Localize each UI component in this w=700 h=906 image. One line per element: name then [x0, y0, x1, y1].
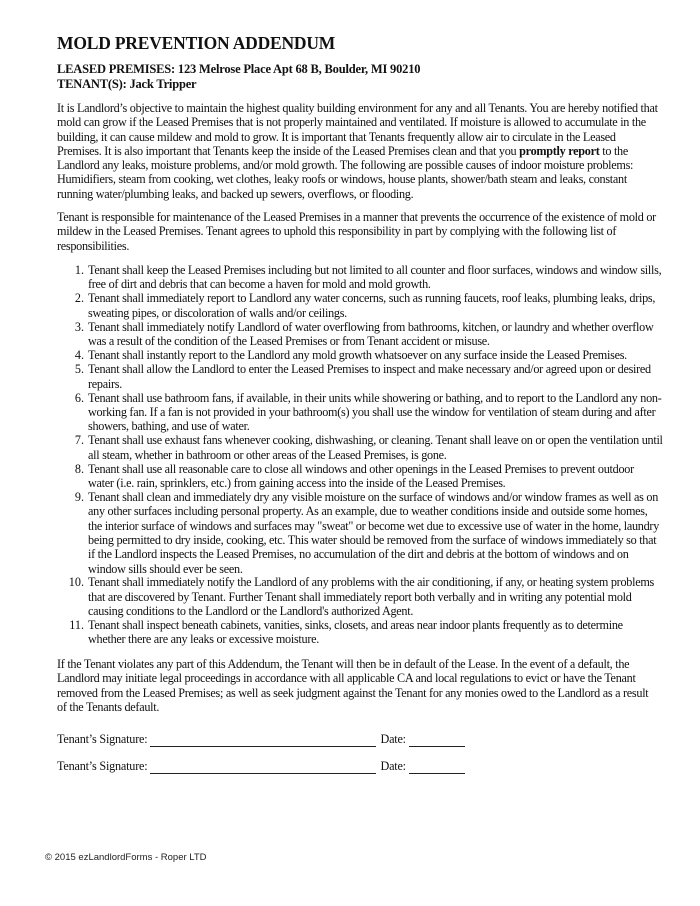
intro-line: running water/plumbing leaks, and backed up sewers, overflows, or flooding.	[57, 186, 414, 201]
list-item-line: window sills should ever be seen.	[88, 561, 243, 576]
date-label: Date:	[380, 759, 406, 773]
intro-paragraph	[57, 101, 658, 201]
list-item-line: being permitted to dry inside, cooking, etc. This water should be removed from the surface of windows immediately so that	[88, 533, 657, 548]
signature-field[interactable]	[150, 735, 376, 747]
list-item-line: the interior surface of windows and surfaces may "sweat" or become wet due to excessive use of water in the home, laundry	[88, 518, 660, 533]
list-item-line: Tenant shall clean and immediately dry any visible moisture on the surface of windows and/or window frames as well as on	[88, 490, 659, 505]
list-item-line: all steam, whether in bathroom or other areas of the Leased Premises, is gone.	[88, 447, 447, 462]
list-item-line: Tenant shall instantly report to the Landlord any mold growth whatsoever on any surface inside the Leased Premises.	[88, 348, 627, 363]
list-item-number: 4.	[74, 348, 84, 363]
responsibility-line: responsibilities.	[57, 238, 130, 253]
list-item-line: if the Landlord inspects the Leased Premises, no accumulation of the dirt and debris at the bottom of windows and on	[88, 547, 629, 562]
intro-line: building, it can cause mildew and mold to grow. It is important that Tenants frequently allow air to circulate in the Leased	[57, 129, 616, 144]
list-item-text	[88, 575, 654, 618]
list-item-number: 7.	[74, 433, 84, 448]
responsibility-line: mildew in the Leased Premises. Tenant agrees to uphold this responsibility in part by complying with the following list of	[57, 224, 617, 239]
intro-line-tail: to the	[599, 143, 628, 158]
list-item-text	[88, 362, 651, 391]
signature-row	[57, 732, 469, 747]
signature-label: Tenant’s Signature:	[57, 759, 148, 773]
signature-row	[57, 759, 469, 774]
date-field[interactable]	[409, 762, 465, 774]
default-line: of the Tenants default.	[57, 699, 160, 714]
list-item-number: 10.	[68, 575, 84, 590]
list-item-number: 11.	[69, 618, 84, 632]
signature-field[interactable]	[150, 762, 376, 774]
list-item-line: Tenant shall use bathroom fans, if available, in their units while showering or bathing, and to report to the Landlord any non-	[88, 390, 662, 405]
list-item-line: that are discovered by Tenant. Further Tenant shall immediately report both verbally and in writing any potential mold	[88, 589, 632, 604]
list-item-number: 5.	[74, 362, 84, 377]
list-item-line: whether there are any leaks or excessive moisture.	[88, 632, 319, 647]
list-item-line: any other surfaces including personal property. As an example, due to weather conditions inside and outside some homes,	[88, 504, 648, 519]
list-item-line: sweating pipes, or discoloration of walls and/or ceilings.	[88, 305, 347, 320]
list-item-text	[88, 348, 627, 362]
list-item-text	[88, 291, 655, 320]
list-item-line: Tenant shall immediately notify the Landlord of any problems with the air conditioning, if any, or heating system problems	[88, 575, 654, 590]
list-item-line: causing conditions to the Landlord or the Landlord's authorized Agent.	[88, 603, 414, 618]
list-item-line: Tenant shall inspect beneath cabinets, vanities, sinks, closets, and areas near indoor plants frequently as to determine	[88, 618, 623, 632]
responsibility-line: Tenant is responsible for maintenance of the Leased Premises in a manner that prevents the occurrence of the existence of mold or	[57, 210, 656, 224]
list-item-line: Tenant shall use exhaust fans whenever cooking, dishwashing, or cleaning. Tenant shall leave on or open the ventilation until	[88, 433, 663, 448]
list-item-line: repairs.	[88, 376, 122, 391]
responsibility-paragraph	[57, 210, 656, 253]
list-item-number: 2.	[74, 291, 84, 306]
intro-line-text: Premises. It is also important that Tenants keep the inside of the Leased Premises clean and that you	[57, 143, 517, 158]
list-item-text	[88, 618, 623, 647]
promptly-report-emphasis: promptly report	[519, 143, 600, 158]
list-item-line: free of dirt and debris that can become a haven for mold and mold growth.	[88, 277, 431, 292]
list-item-text	[88, 462, 634, 491]
default-line: If the Tenant violates any part of this Addendum, the Tenant will then be in default of the Lease. In the event of a default, the	[57, 657, 630, 671]
list-item-line: Tenant shall keep the Leased Premises including but not limited to all counter and floor surfaces, windows and window sills,	[88, 263, 662, 277]
intro-line: It is Landlord’s objective to maintain the highest quality building environment for any and all Tenants. You are hereby notified that	[57, 101, 658, 115]
copyright-footer: © 2015 ezLandlordForms - Roper LTD	[45, 852, 207, 863]
list-item-number: 8.	[74, 461, 84, 476]
list-item-text	[88, 433, 663, 462]
document-title: MOLD PREVENTION ADDENDUM	[57, 33, 336, 53]
default-paragraph	[57, 657, 648, 714]
list-item-text	[88, 263, 661, 292]
date-label: Date:	[380, 732, 406, 746]
list-item-line: Tenant shall use all reasonable care to close all windows and other openings in the Leased Premises to prevent outdoor	[88, 461, 634, 476]
list-item-line: Tenant shall immediately report to Landlord any water concerns, such as running faucets, roof leaks, plumbing leaks, drips,	[88, 291, 656, 306]
intro-line: mold can grow if the Leased Premises that is not properly maintained and ventilated. If moisture is allowed to accumulate in the	[57, 115, 646, 130]
date-field[interactable]	[409, 735, 465, 747]
tenants: TENANT(S): Jack Tripper	[57, 76, 197, 91]
list-item-line: water (i.e. rain, sprinklers, etc.) from gaining access into the inside of the Leased Premises.	[88, 476, 506, 491]
list-item-line: was a result of the condition of the Leased Premises or from Tenant accident or misuse.	[88, 334, 490, 349]
list-item-number: 3.	[74, 319, 84, 334]
intro-line	[57, 144, 658, 158]
list-item-text	[88, 391, 662, 434]
list-item-line: showers, bathing, and use of water.	[88, 419, 250, 434]
default-line: Landlord may initiate legal proceedings in accordance with all applicable CA and local regulations to evict or have the Tenant	[57, 671, 636, 686]
list-item-line: Tenant shall immediately notify Landlord of water overflowing from bathrooms, kitchen, or laundry and whether overflow	[88, 319, 654, 334]
list-item-text	[88, 320, 654, 349]
signature-label: Tenant’s Signature:	[57, 732, 148, 746]
list-item-number: 1.	[74, 263, 84, 277]
intro-line: Humidifiers, steam from cooking, wet clothes, leaky roofs or windows, house plants, shower/bath steam and leaks, constant	[57, 172, 627, 187]
list-item-number: 6.	[74, 390, 84, 405]
intro-line: Landlord any leaks, moisture problems, and/or mold growth. The following are possible causes of indoor moisture problems:	[57, 158, 634, 173]
default-line: removed from the Leased Premises; as well as seek judgment against the Tenant for any monies owed to the Landlord as a result	[57, 685, 649, 700]
list-item-text	[88, 490, 659, 576]
list-item-line: Tenant shall allow the Landlord to enter the Leased Premises to inspect and make necessary and/or agreed upon or desired	[88, 362, 651, 377]
list-item-number: 9.	[74, 490, 84, 505]
list-item-line: working fan. If a fan is not provided in your bathroom(s) you shall use the window for ventilation of steam during and after	[88, 405, 656, 420]
leased-premises: LEASED PREMISES: 123 Melrose Place Apt 68 B, Boulder, MI 90210	[57, 62, 421, 76]
